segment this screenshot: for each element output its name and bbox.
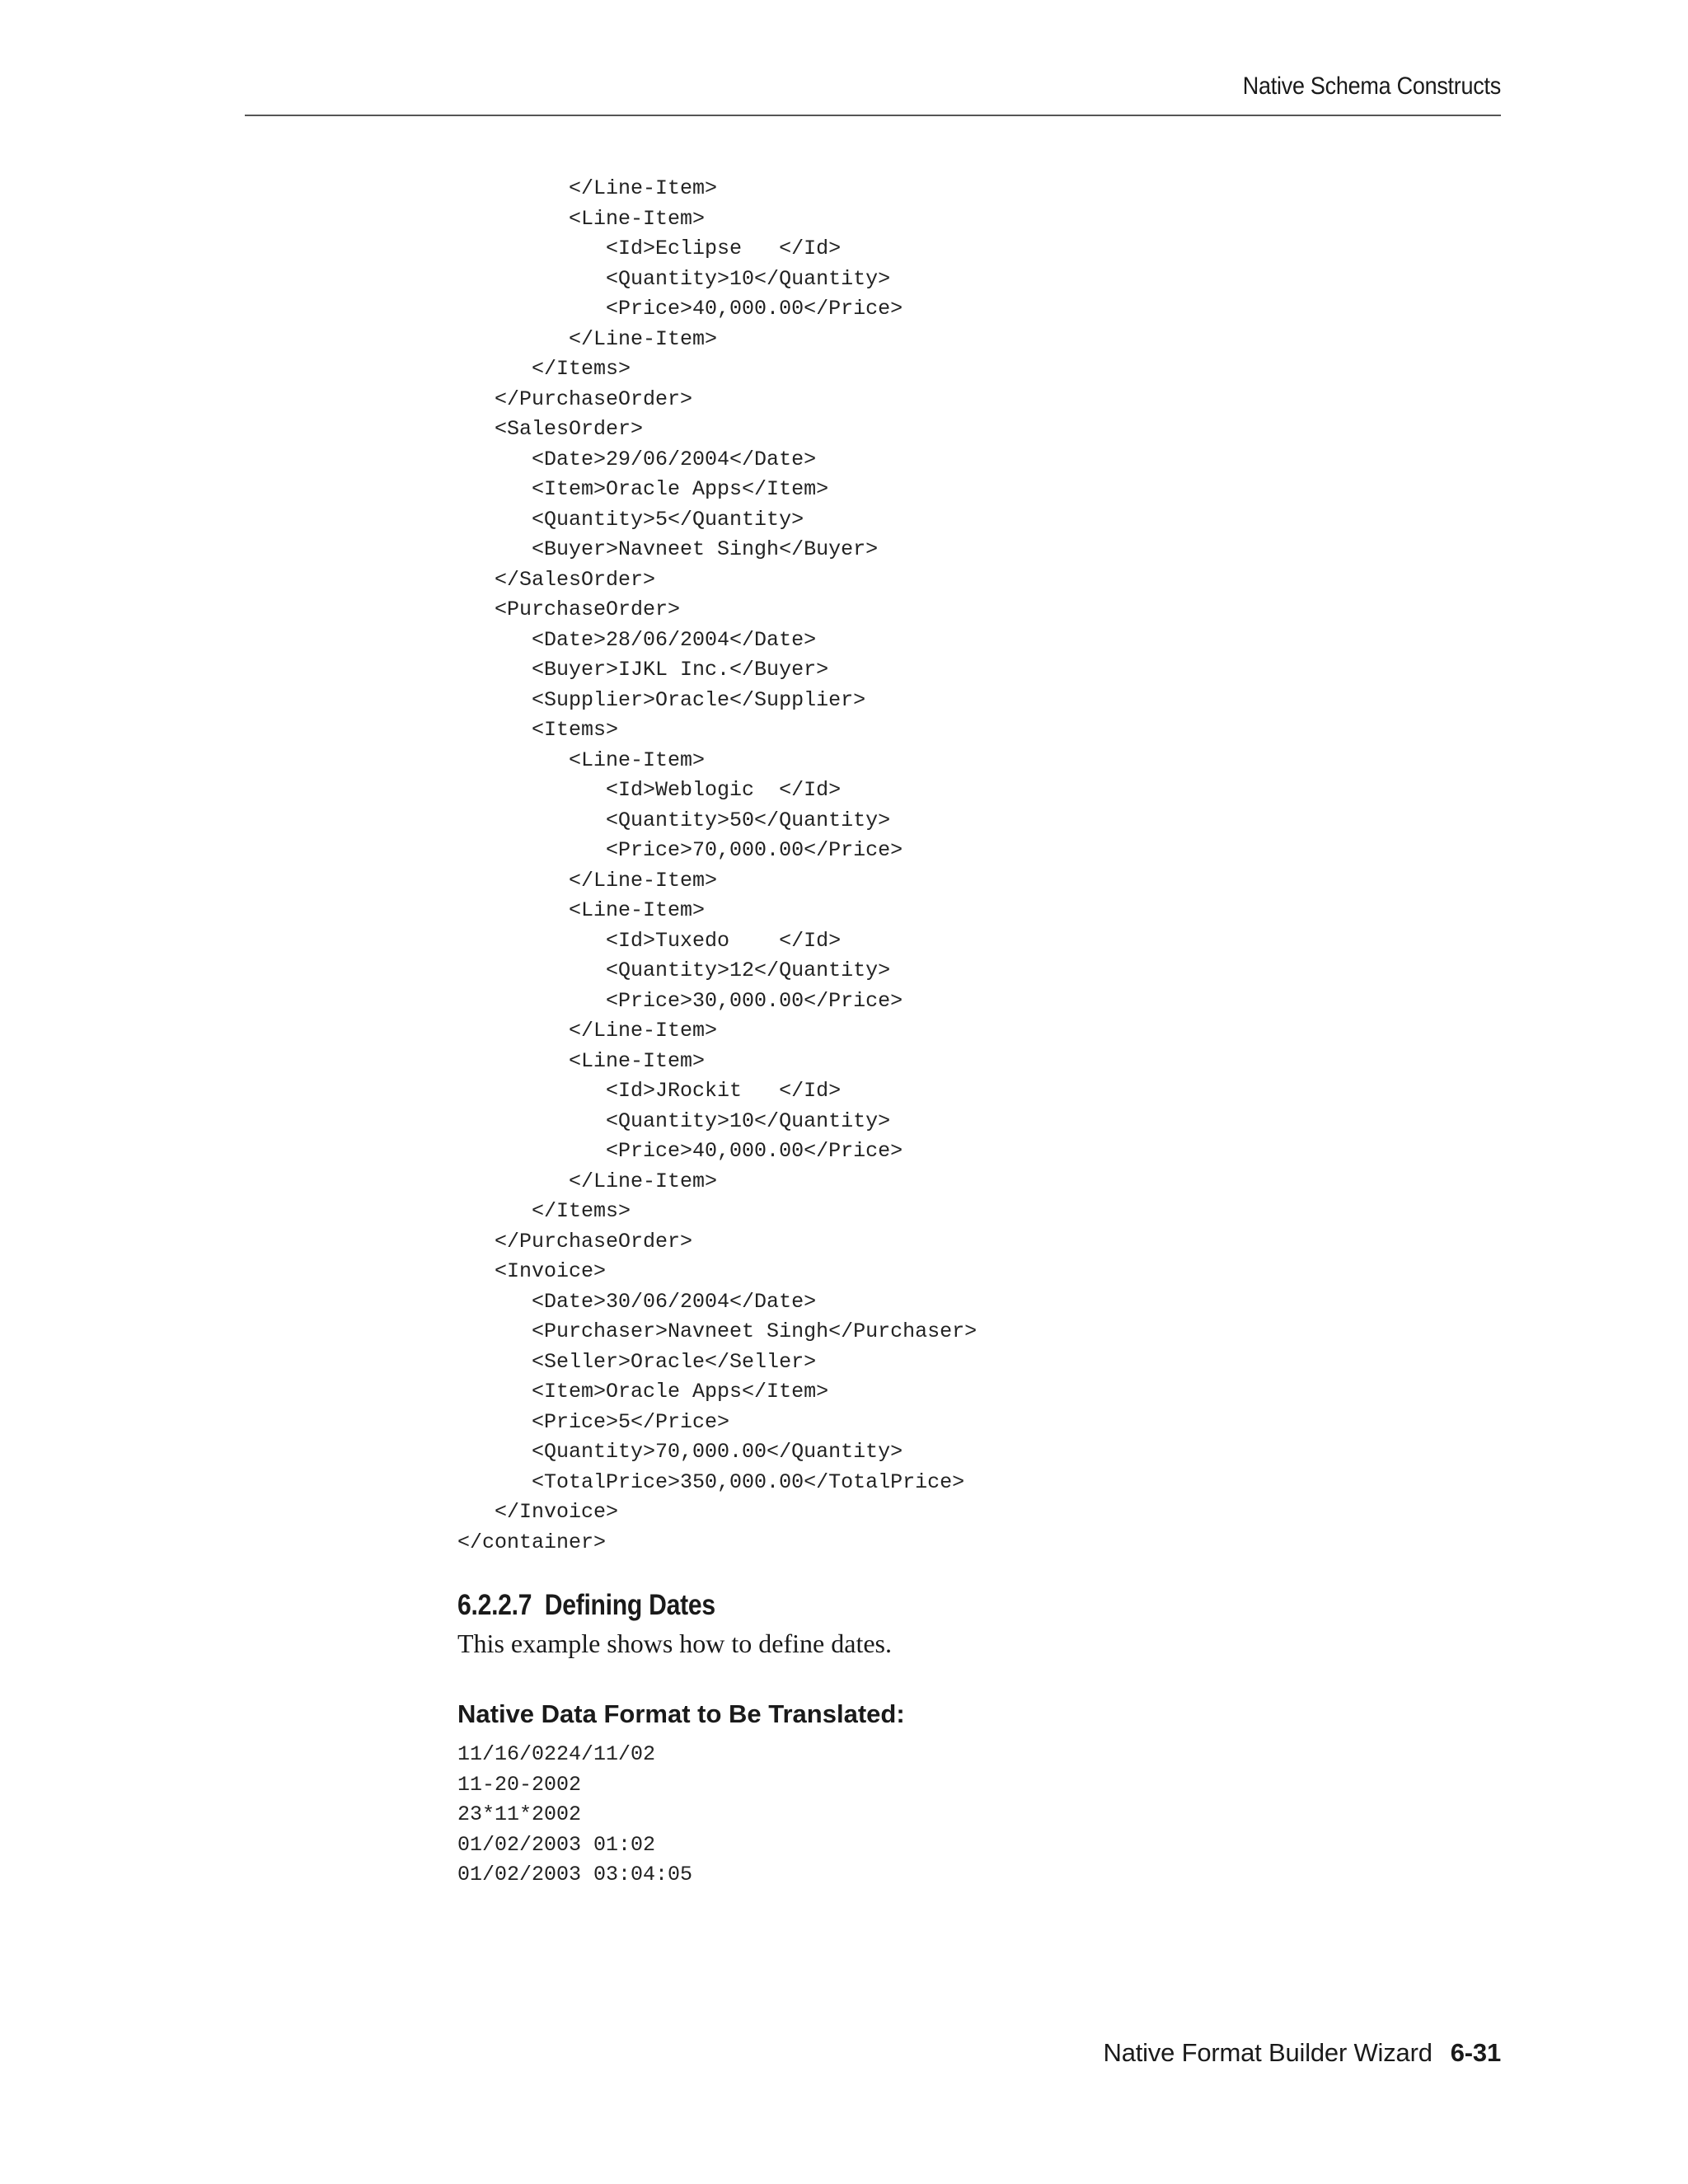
code-line: </Line-Item>: [457, 326, 718, 351]
code-line: </container>: [457, 1530, 607, 1554]
code-line: <TotalPrice>350,000.00</TotalPrice>: [457, 1469, 965, 1494]
code-line: <Id>Eclipse </Id>: [457, 237, 842, 260]
code-line: <Price>40,000.00</Price>: [457, 1139, 903, 1163]
running-header: Native Schema Constructs: [1242, 73, 1501, 100]
code-line: <Quantity>12</Quantity>: [457, 958, 891, 982]
code-line: <Purchaser>Navneet Singh</Purchaser>: [457, 1319, 978, 1343]
code-line: <PurchaseOrder>: [457, 598, 681, 621]
code-line: <SalesOrder>: [457, 417, 644, 441]
code-line: <Id>Tuxedo </Id>: [457, 928, 842, 953]
code-line: <Supplier>Oracle</Supplier>: [457, 687, 866, 712]
code-line: </Line-Item>: [457, 176, 718, 200]
code-line: <Line-Item>: [457, 748, 706, 772]
code-line: </Line-Item>: [457, 1169, 718, 1193]
code-line: <Seller>Oracle</Seller>: [457, 1349, 817, 1374]
page-number: 6-31: [1450, 2038, 1501, 2067]
data-line: 01/02/2003 01:02: [457, 1832, 656, 1857]
data-line: 11/16/0224/11/02: [457, 1742, 656, 1766]
code-line: <Id>JRockit </Id>: [457, 1079, 842, 1103]
code-line: <Quantity>10</Quantity>: [457, 266, 891, 291]
code-line: </Invoice>: [457, 1500, 619, 1524]
code-line: <Buyer>IJKL Inc.</Buyer>: [457, 658, 829, 682]
code-line: </Line-Item>: [457, 1019, 718, 1043]
code-listing: [457, 174, 977, 1558]
code-line: <Date>28/06/2004</Date>: [457, 627, 817, 652]
data-line: 11-20-2002: [457, 1772, 582, 1797]
running-footer: [1104, 2038, 1501, 2068]
code-line: </Line-Item>: [457, 868, 718, 893]
code-line: <Price>5</Price>: [457, 1409, 730, 1434]
subsection-heading: Native Data Format to Be Translated:: [457, 1699, 905, 1728]
code-line: <Items>: [457, 718, 619, 742]
header-rule: [245, 115, 1501, 116]
code-line: <Buyer>Navneet Singh</Buyer>: [457, 537, 879, 561]
section-number: 6.2.2.7: [457, 1589, 532, 1621]
native-data-listing: [457, 1740, 692, 1891]
code-line: <Item>Oracle Apps</Item>: [457, 477, 829, 501]
code-line: <Price>30,000.00</Price>: [457, 988, 903, 1013]
code-line: <Quantity>50</Quantity>: [457, 808, 891, 832]
code-line: <Price>70,000.00</Price>: [457, 838, 903, 862]
code-line: <Line-Item>: [457, 1048, 706, 1073]
code-line: </PurchaseOrder>: [457, 387, 693, 411]
code-line: <Quantity>10</Quantity>: [457, 1108, 891, 1133]
section-heading: [457, 1589, 715, 1622]
code-line: <Date>30/06/2004</Date>: [457, 1289, 817, 1314]
code-line: </Items>: [457, 357, 631, 381]
section-intro: This example shows how to define dates.: [457, 1629, 892, 1658]
code-line: <Line-Item>: [457, 898, 706, 922]
data-line: 23*11*2002: [457, 1802, 582, 1826]
code-line: </SalesOrder>: [457, 567, 656, 592]
code-line: <Quantity>70,000.00</Quantity>: [457, 1440, 903, 1464]
code-line: <Invoice>: [457, 1259, 607, 1283]
code-line: </Items>: [457, 1199, 631, 1223]
data-line: 01/02/2003 03:04:05: [457, 1863, 693, 1886]
footer-title: Native Format Builder Wizard: [1103, 2038, 1432, 2067]
code-line: </PurchaseOrder>: [457, 1229, 693, 1254]
section-title: Defining Dates: [544, 1589, 715, 1621]
code-line: <Id>Weblogic </Id>: [457, 778, 842, 802]
code-line: <Item>Oracle Apps</Item>: [457, 1380, 829, 1404]
code-line: <Date>29/06/2004</Date>: [457, 447, 817, 471]
code-line: <Price>40,000.00</Price>: [457, 297, 903, 321]
code-line: <Quantity>5</Quantity>: [457, 507, 804, 532]
code-line: <Line-Item>: [457, 206, 706, 231]
